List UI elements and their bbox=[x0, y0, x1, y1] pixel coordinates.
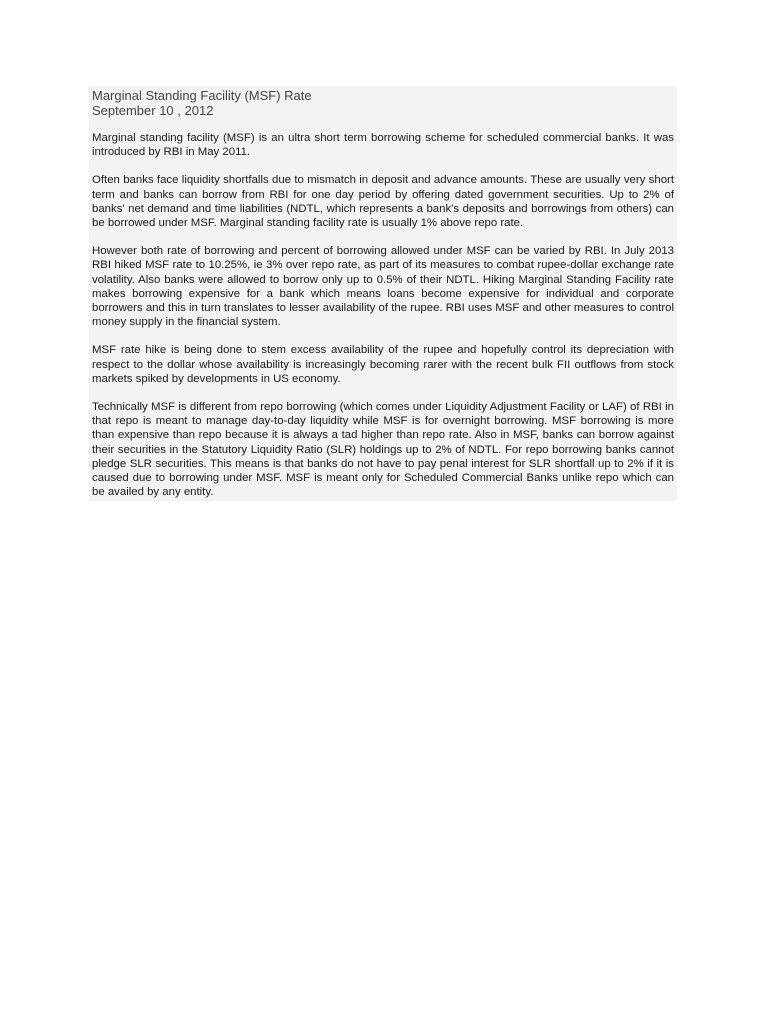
document-date: September 10 , 2012 bbox=[92, 103, 214, 118]
document-title: Marginal Standing Facility (MSF) Rate bbox=[92, 88, 312, 103]
paragraph: Technically MSF is different from repo borrowing (which comes under Liquidity Adjustment Facility or LAF) of RBI in that repo is meant to manage day-to-day liquidity while MSF is for overnight borrowing. MSF borrowing is more than expensive than repo because it is always a tad higher than repo rate. Also in MSF, banks can borrow against their securities in the Statutory Liquidity Ratio (SLR) holdings up to 2% of NDTL. For repo borrowing banks cannot pledge SLR securities. This means is that banks do not have to pay penal interest for SLR shortfall up to 2% if it is caused due to borrowing under MSF. MSF is meant only for Scheduled Commercial Banks unlike repo which can be availed by any entity. bbox=[92, 401, 674, 499]
document-body bbox=[89, 86, 677, 501]
paragraph: Often banks face liquidity shortfalls due to mismatch in deposit and advance amounts. These are usually very short term and banks can borrow from RBI for one day period by offering dated government securities. Up to 2% of banks' net demand and time liabilities (NDTL, which represents a bank's deposits and borrowings from others) can be borrowed under MSF. Marginal standing facility rate is usually 1% above repo rate. bbox=[92, 174, 674, 230]
paragraph: MSF rate hike is being done to stem excess availability of the rupee and hopefully control its depreciation with respect to the dollar whose availability is increasingly becoming rarer with the recent bulk FII outflows from stock markets spiked by developments in US economy. bbox=[92, 344, 674, 385]
paragraph: Marginal standing facility (MSF) is an ultra short term borrowing scheme for scheduled commercial banks. It was introduced by RBI in May 2011. bbox=[92, 132, 674, 159]
paragraph: However both rate of borrowing and percent of borrowing allowed under MSF can be varied by RBI. In July 2013 RBI hiked MSF rate to 10.25%, ie 3% over repo rate, as part of its measures to combat rupee-dollar exchange rate volatility. Also banks were allowed to borrow only up to 0.5% of their NDTL. Hiking Marginal Standing Facility rate makes borrowing expensive for a bank which means loans become expensive for individual and corporate borrowers and this in turn translates to lesser availability of the rupee. RBI uses MSF and other measures to control money supply in the financial system. bbox=[92, 245, 674, 329]
